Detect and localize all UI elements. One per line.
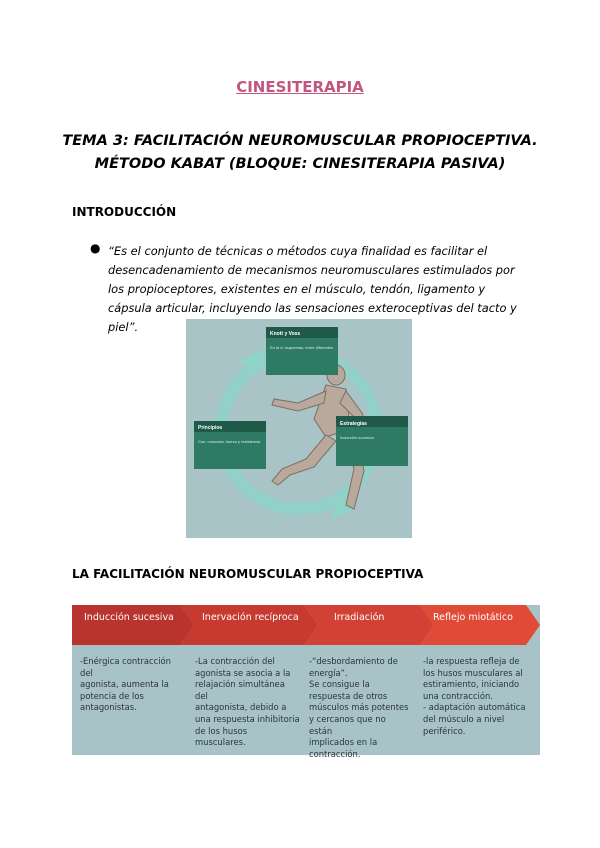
step-label-induccion: Inducción sucesiva bbox=[84, 612, 174, 623]
document-title: CINESITERAPIA bbox=[236, 78, 364, 96]
step-label-inervacion: Inervación recíproca bbox=[202, 612, 299, 623]
desc-line: -“desbordamiento de bbox=[309, 656, 398, 666]
desc-line: periférico. bbox=[423, 725, 466, 736]
desc-line: Se consigue la bbox=[309, 679, 370, 690]
box-right-title: Estrategias bbox=[340, 421, 367, 427]
desc-line: y cercanos que no están bbox=[309, 713, 386, 736]
box-left-title: Principios bbox=[198, 425, 223, 431]
desc-line: los husos musculares al bbox=[423, 667, 523, 678]
bullet-icon: ● bbox=[90, 241, 101, 255]
step-arrow-2 bbox=[180, 605, 318, 645]
step-bar bbox=[72, 605, 540, 645]
intro-quote: “Es el conjunto de técnicas o métodos cuya finalidad es facilitar el desencadenamiento de mecanismos neuromusculares estimulados por los propioceptores, existentes en el músculo, tendón, ligamento y cápsula articular, incluyendo las sensaciones exteroceptivas del tacto y piel”. bbox=[108, 244, 517, 334]
step-desc-irradiacion bbox=[309, 656, 409, 760]
box-top-title: Knott y Voss bbox=[270, 331, 301, 337]
step-desc-reflejo bbox=[423, 656, 528, 737]
step-arrow-1 bbox=[72, 605, 194, 645]
intro-heading: INTRODUCCIÓN bbox=[72, 205, 177, 219]
box-left-text: Con. muscular, fuerza y resistencia bbox=[198, 439, 261, 444]
desc-line: de los husos musculares. bbox=[195, 725, 248, 748]
desc-line: energía”. bbox=[309, 667, 348, 678]
desc-line: antagonistas. bbox=[80, 702, 137, 713]
desc-line: agonista se asocia a la bbox=[195, 667, 291, 678]
desc-line: respuesta de otros bbox=[309, 690, 388, 701]
step-arrow-3 bbox=[304, 605, 434, 645]
pnf-illustration bbox=[186, 319, 412, 538]
desc-line: implicados en la bbox=[309, 737, 378, 748]
step-arrow-4 bbox=[420, 605, 540, 645]
box-right-text: Inducción sucesiva bbox=[340, 435, 374, 440]
subtitle-line-2: MÉTODO KABAT (BLOQUE: CINESITERAPIA PASIVA) bbox=[94, 156, 506, 172]
desc-line: -Enérgica contracción del bbox=[80, 656, 171, 678]
step-desc-induccion bbox=[80, 656, 180, 714]
desc-line: -la respuesta refleja de bbox=[423, 656, 520, 666]
desc-line: una respuesta inhibitoria bbox=[195, 713, 300, 724]
step-label-irradiacion: Irradiación bbox=[334, 612, 385, 623]
desc-line: contracción. bbox=[309, 748, 361, 759]
desc-line: músculos más potentes bbox=[309, 702, 409, 713]
desc-line: potencia de los bbox=[80, 690, 144, 701]
desc-line: relajación simultánea del bbox=[195, 679, 285, 701]
document-subtitle bbox=[40, 130, 560, 176]
desc-line: agonista, aumenta la bbox=[80, 679, 169, 690]
step-label-reflejo: Reflejo miotático bbox=[433, 612, 513, 623]
fnp-heading: LA FACILITACIÓN NEUROMUSCULAR PROPIOCEPTIVA bbox=[72, 567, 424, 581]
box-top-text: En la d. esquemas, entre diferentes bbox=[270, 345, 334, 350]
desc-line: estiramiento, iniciando bbox=[423, 679, 520, 690]
desc-line: -La contracción del bbox=[195, 656, 275, 666]
desc-line: del músculo a nivel bbox=[423, 713, 505, 724]
subtitle-line-1: TEMA 3: FACILITACIÓN NEUROMUSCULAR PROPIOCEPTIVA. bbox=[62, 133, 538, 149]
desc-line: - adaptación automática bbox=[423, 702, 526, 713]
step-desc-inervacion bbox=[195, 656, 300, 749]
desc-line: una contracción. bbox=[423, 690, 493, 701]
desc-line: antagonista, debido a bbox=[195, 702, 287, 713]
